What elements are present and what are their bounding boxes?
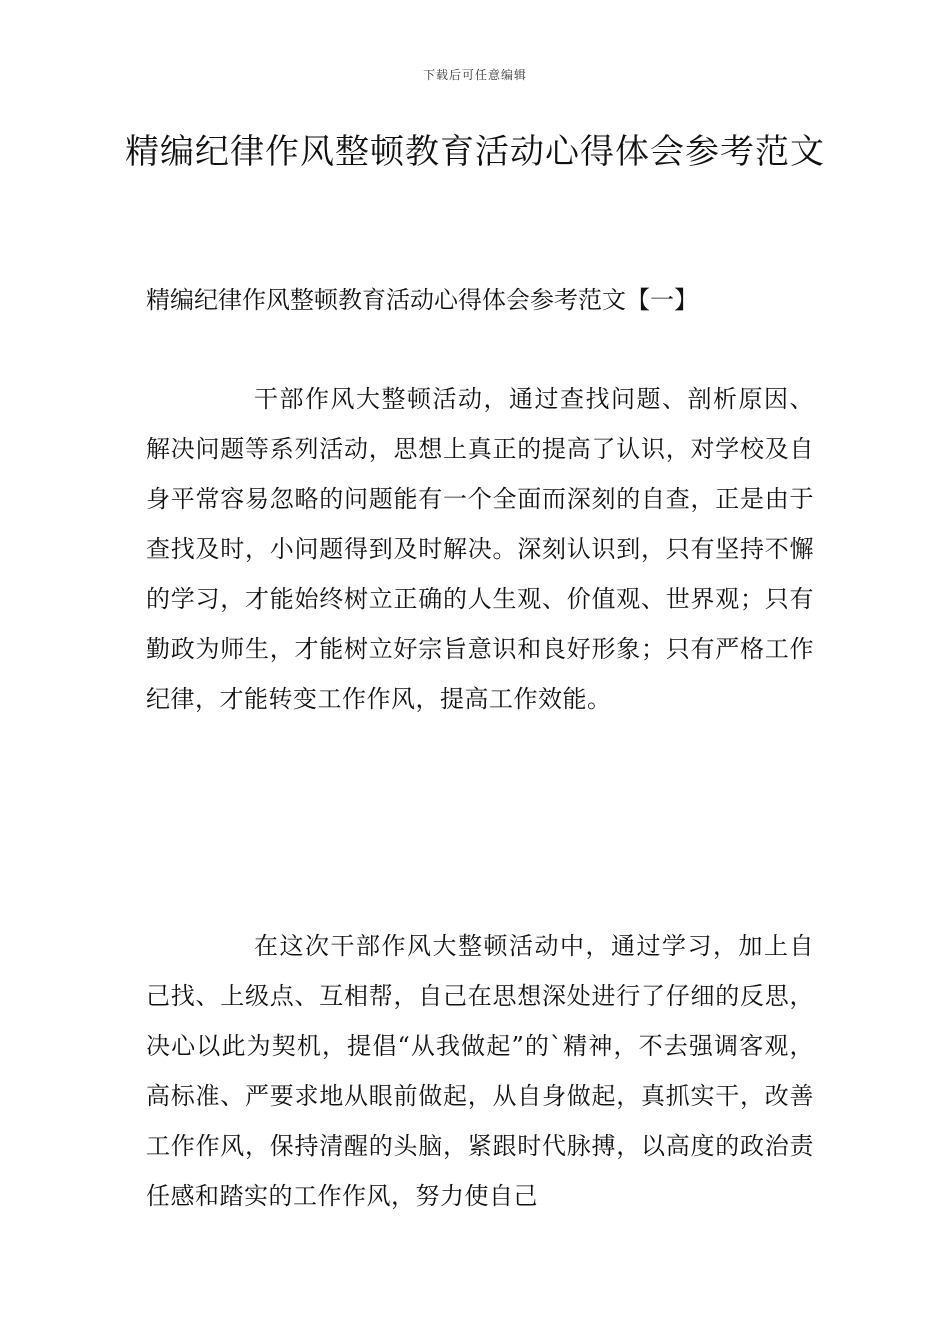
section-heading: 精编纪律作风整顿教育活动心得体会参考范文【一】 <box>146 286 698 314</box>
header-note: 下载后可任意编辑 <box>422 68 527 82</box>
body-paragraph-2: 在这次干部作风大整顿活动中，通过学习，加上自己找、上级点、互相帮，自己在思想深处进行了仔细的反思，决心以此为契机，提倡“从我做起”的`精神，不去强调客观，高标准、严要求地从眼前做起，从自身做起，真抓实干，改善工作作风，保持清醒的头脑，紧跟时代脉搏，以高度的政治责任感和踏实的工作作风，努力使自己 <box>146 932 814 1210</box>
body-paragraph-1: 干部作风大整顿活动，通过查找问题、剖析原因、解决问题等系列活动，思想上真正的提高了认识，对学校及自身平常容易忽略的问题能有一个全面而深刻的自查，正是由于查找及时，小问题得到及时解决。深刻认识到，只有坚持不懈的学习，才能始终树立正确的人生观、价值观、世界观；只有勤政为师生，才能树立好宗旨意识和良好形象；只有严格工作纪律，才能转变工作作风，提高工作效能。 <box>146 385 814 713</box>
document-title: 精编纪律作风整顿教育活动心得体会参考范文 <box>125 132 825 172</box>
